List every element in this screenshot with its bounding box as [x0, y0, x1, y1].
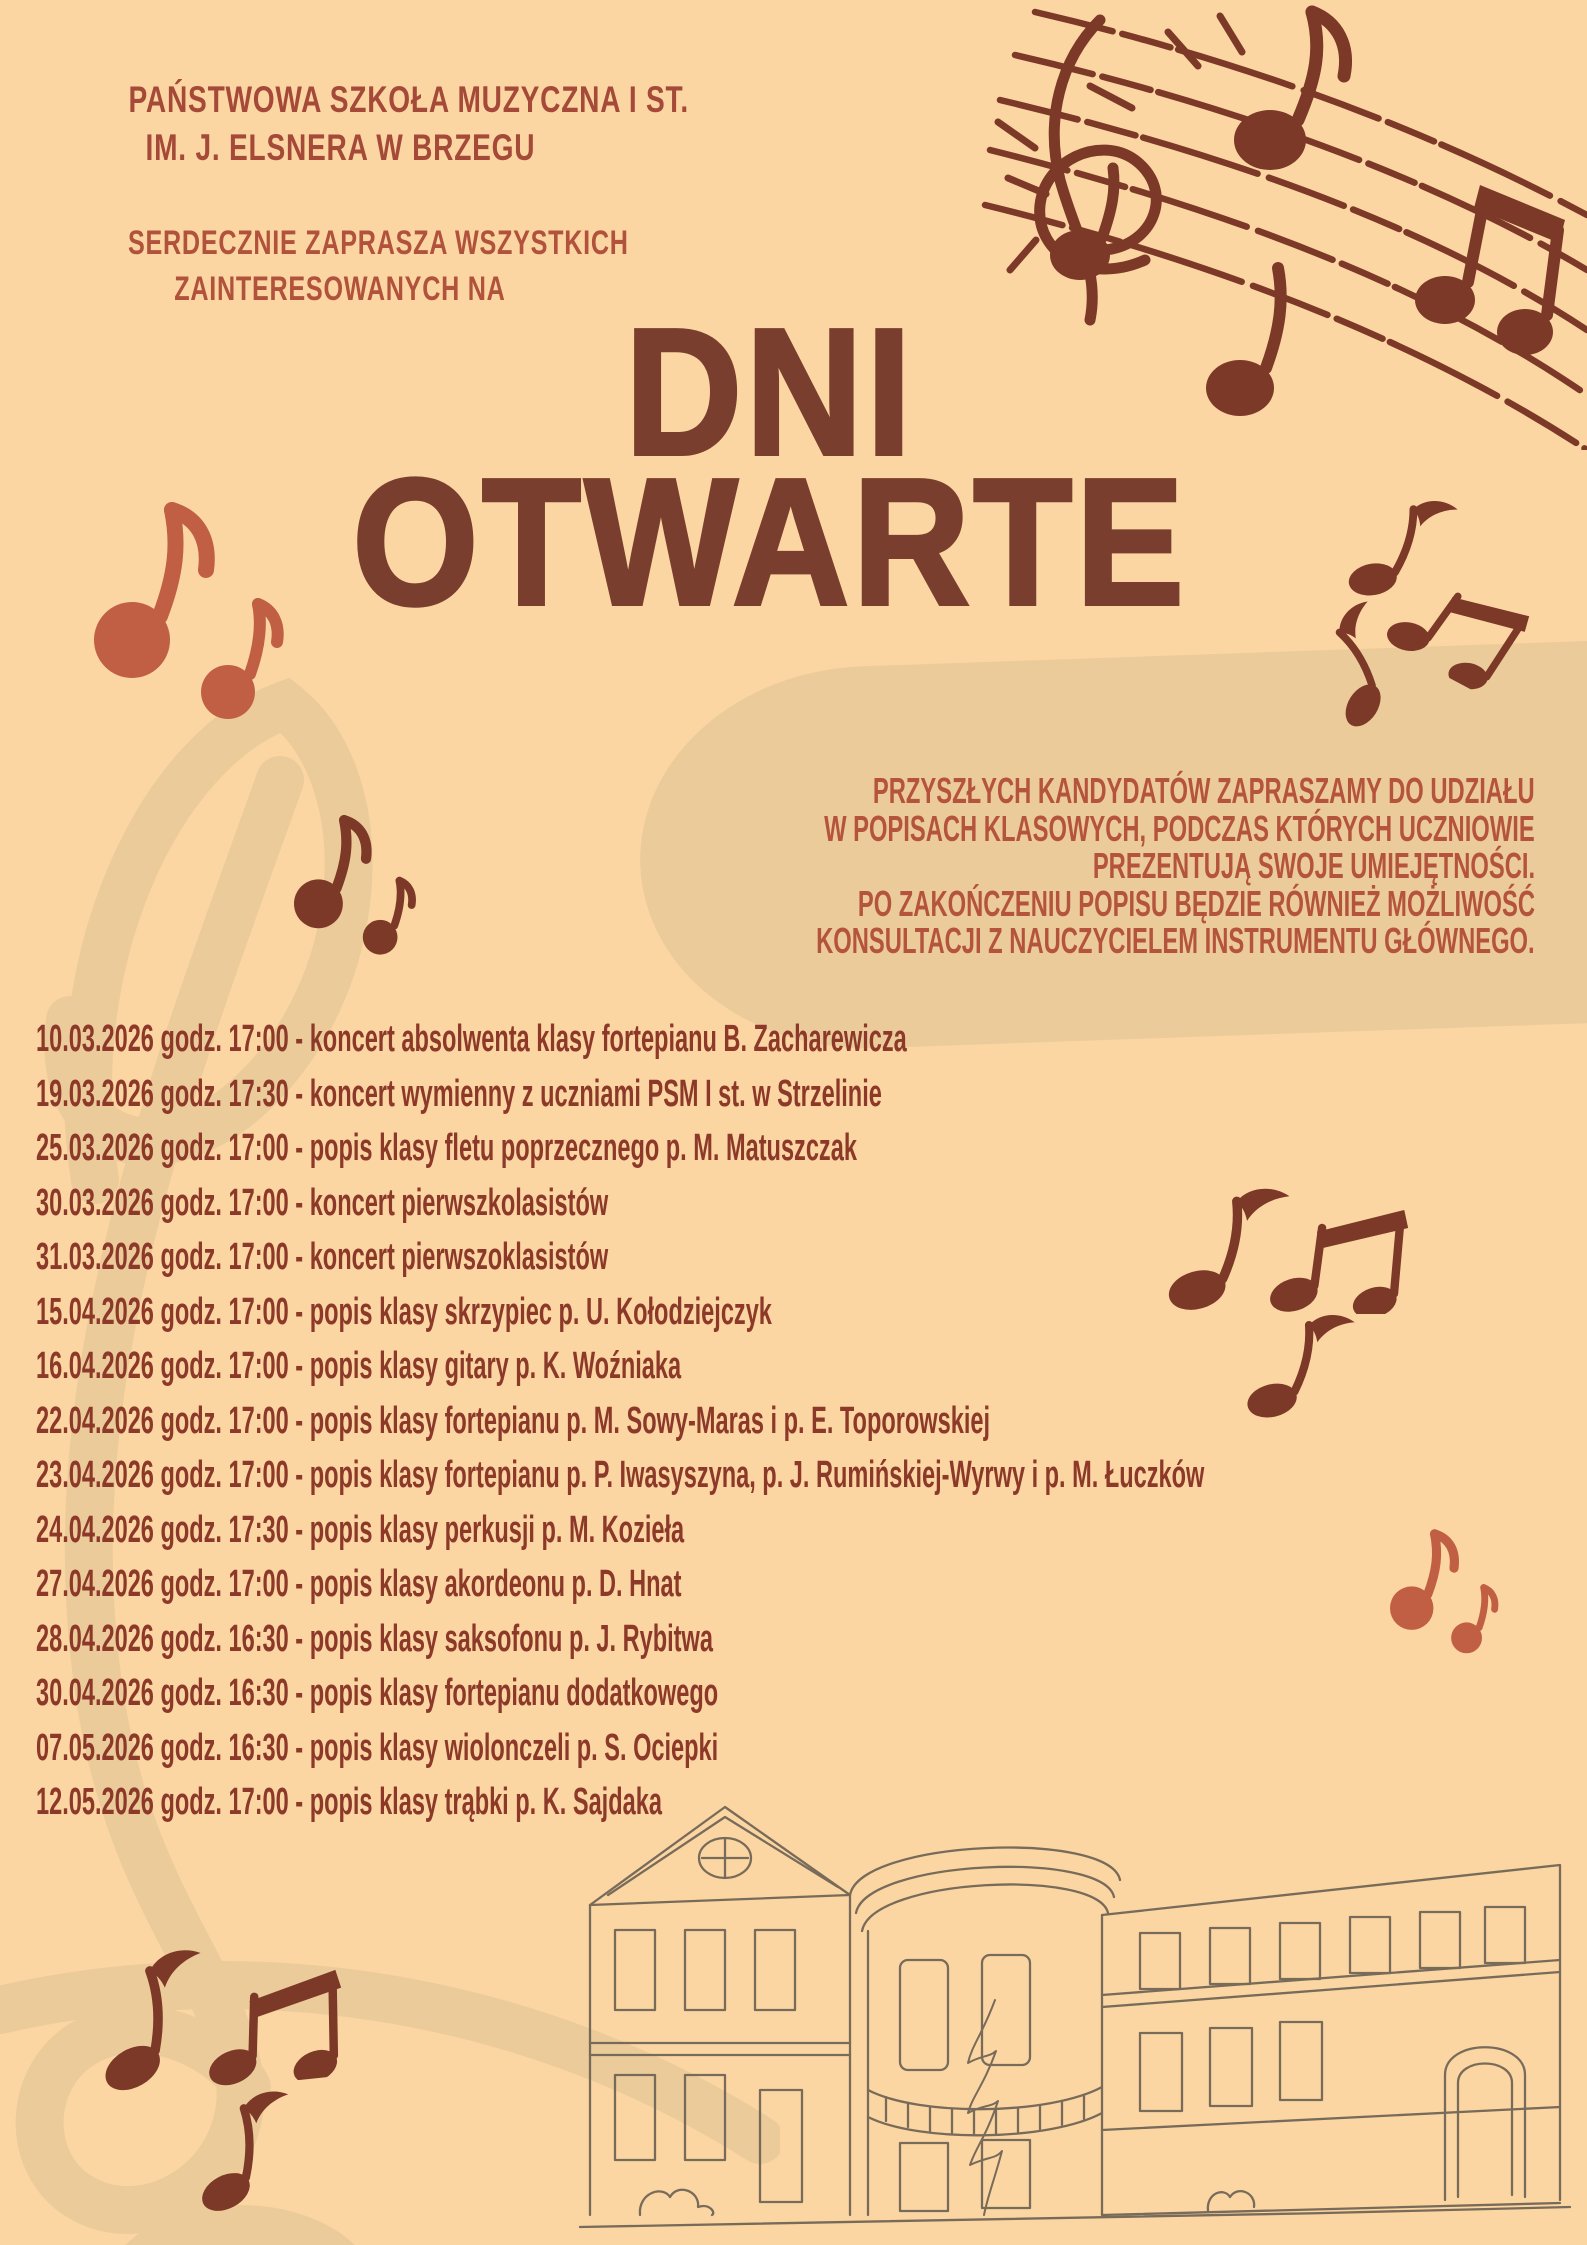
double-note-icon [285, 812, 420, 957]
invitation-line1: SERDECZNIE ZAPRASZA WSZYSTKICH [127, 224, 629, 262]
event-item: 10.03.2026 godz. 17:00 - koncert absolwenta klasy fortepianu B. Zacharewicza [36, 1018, 907, 1060]
event-item: 30.04.2026 godz. 16:30 - popis klasy fortepianu dodatkowego [36, 1672, 719, 1714]
event-item: 24.04.2026 godz. 17:30 - popis klasy perkusji p. M. Kozieła [36, 1508, 685, 1551]
event-item: 16.04.2026 godz. 17:00 - popis klasy gitary p. K. Woźniaka [36, 1345, 682, 1387]
school-name-line1: PAŃSTWOWA SZKOŁA MUZYCZNA I ST. [128, 79, 689, 120]
events-list [36, 1012, 1556, 1830]
event-item: 19.03.2026 godz. 17:30 - koncert wymienny z uczniami PSM I st. w Strzelinie [36, 1072, 882, 1115]
event-item: 07.05.2026 godz. 16:30 - popis klasy wiolonczeli p. S. Ociepki [36, 1726, 719, 1769]
info-line: W POPISACH KLASOWYCH, PODCZAS KTÓRYCH UCZNIOWIE [824, 807, 1535, 849]
school-name [40, 76, 689, 172]
invitation-line2: ZAINTERESOWANYCH NA [174, 270, 506, 308]
event-item: 31.03.2026 godz. 17:00 - koncert pierwszoklasistów [36, 1236, 609, 1278]
event-item: 28.04.2026 godz. 16:30 - popis klasy saksofonu p. J. Rybitwa [36, 1617, 713, 1660]
info-line: PRZYSZŁYCH KANDYDATÓW ZAPRASZAMY DO UDZIAŁU [873, 770, 1535, 811]
event-item: 30.03.2026 godz. 17:00 - koncert pierwszkolasistów [36, 1181, 609, 1224]
info-line: KONSULTACJI Z NAUCZYCIELEM INSTRUMENTU GŁÓWNEGO. [816, 920, 1535, 962]
title-line-dni: DNI [625, 292, 915, 493]
info-line: PREZENTUJĄ SWOJE UMIEJĘTNOŚCI. [1092, 845, 1535, 887]
beamed-notes-icon [196, 1951, 358, 2090]
eighth-note-icon [184, 2085, 305, 2217]
info-line: PO ZAKOŃCZENIU POPISU BĘDZIE RÓWNIEŻ MOŻLIWOŚĆ [857, 882, 1535, 924]
invitation-text [40, 220, 640, 312]
title-line-otwarte: OTWARTE [352, 442, 1188, 643]
event-item: 12.05.2026 godz. 17:00 - popis klasy trąbki p. K. Sajdaka [36, 1781, 662, 1823]
event-item: 23.04.2026 godz. 17:00 - popis klasy fortepianu p. P. Iwasyszyna, p. J. Rumińskiej-Wyrwy i p. M. Łuczków [36, 1454, 1205, 1496]
poster-title [0, 292, 1540, 643]
info-paragraph [435, 772, 1535, 960]
event-item: 15.04.2026 godz. 17:00 - popis klasy skrzypiec p. U. Kołodziejczyk [36, 1290, 772, 1333]
event-item: 27.04.2026 godz. 17:00 - popis klasy akordeonu p. D. Hnat [36, 1563, 682, 1605]
school-name-line2: IM. J. ELSNERA W BRZEGU [145, 127, 535, 168]
event-item: 22.04.2026 godz. 17:00 - popis klasy fortepianu p. M. Sowy-Maras i p. E. Toporowskiej [36, 1399, 991, 1442]
event-item: 25.03.2026 godz. 17:00 - popis klasy fletu poprzecznego p. M. Matuszczak [36, 1127, 857, 1169]
